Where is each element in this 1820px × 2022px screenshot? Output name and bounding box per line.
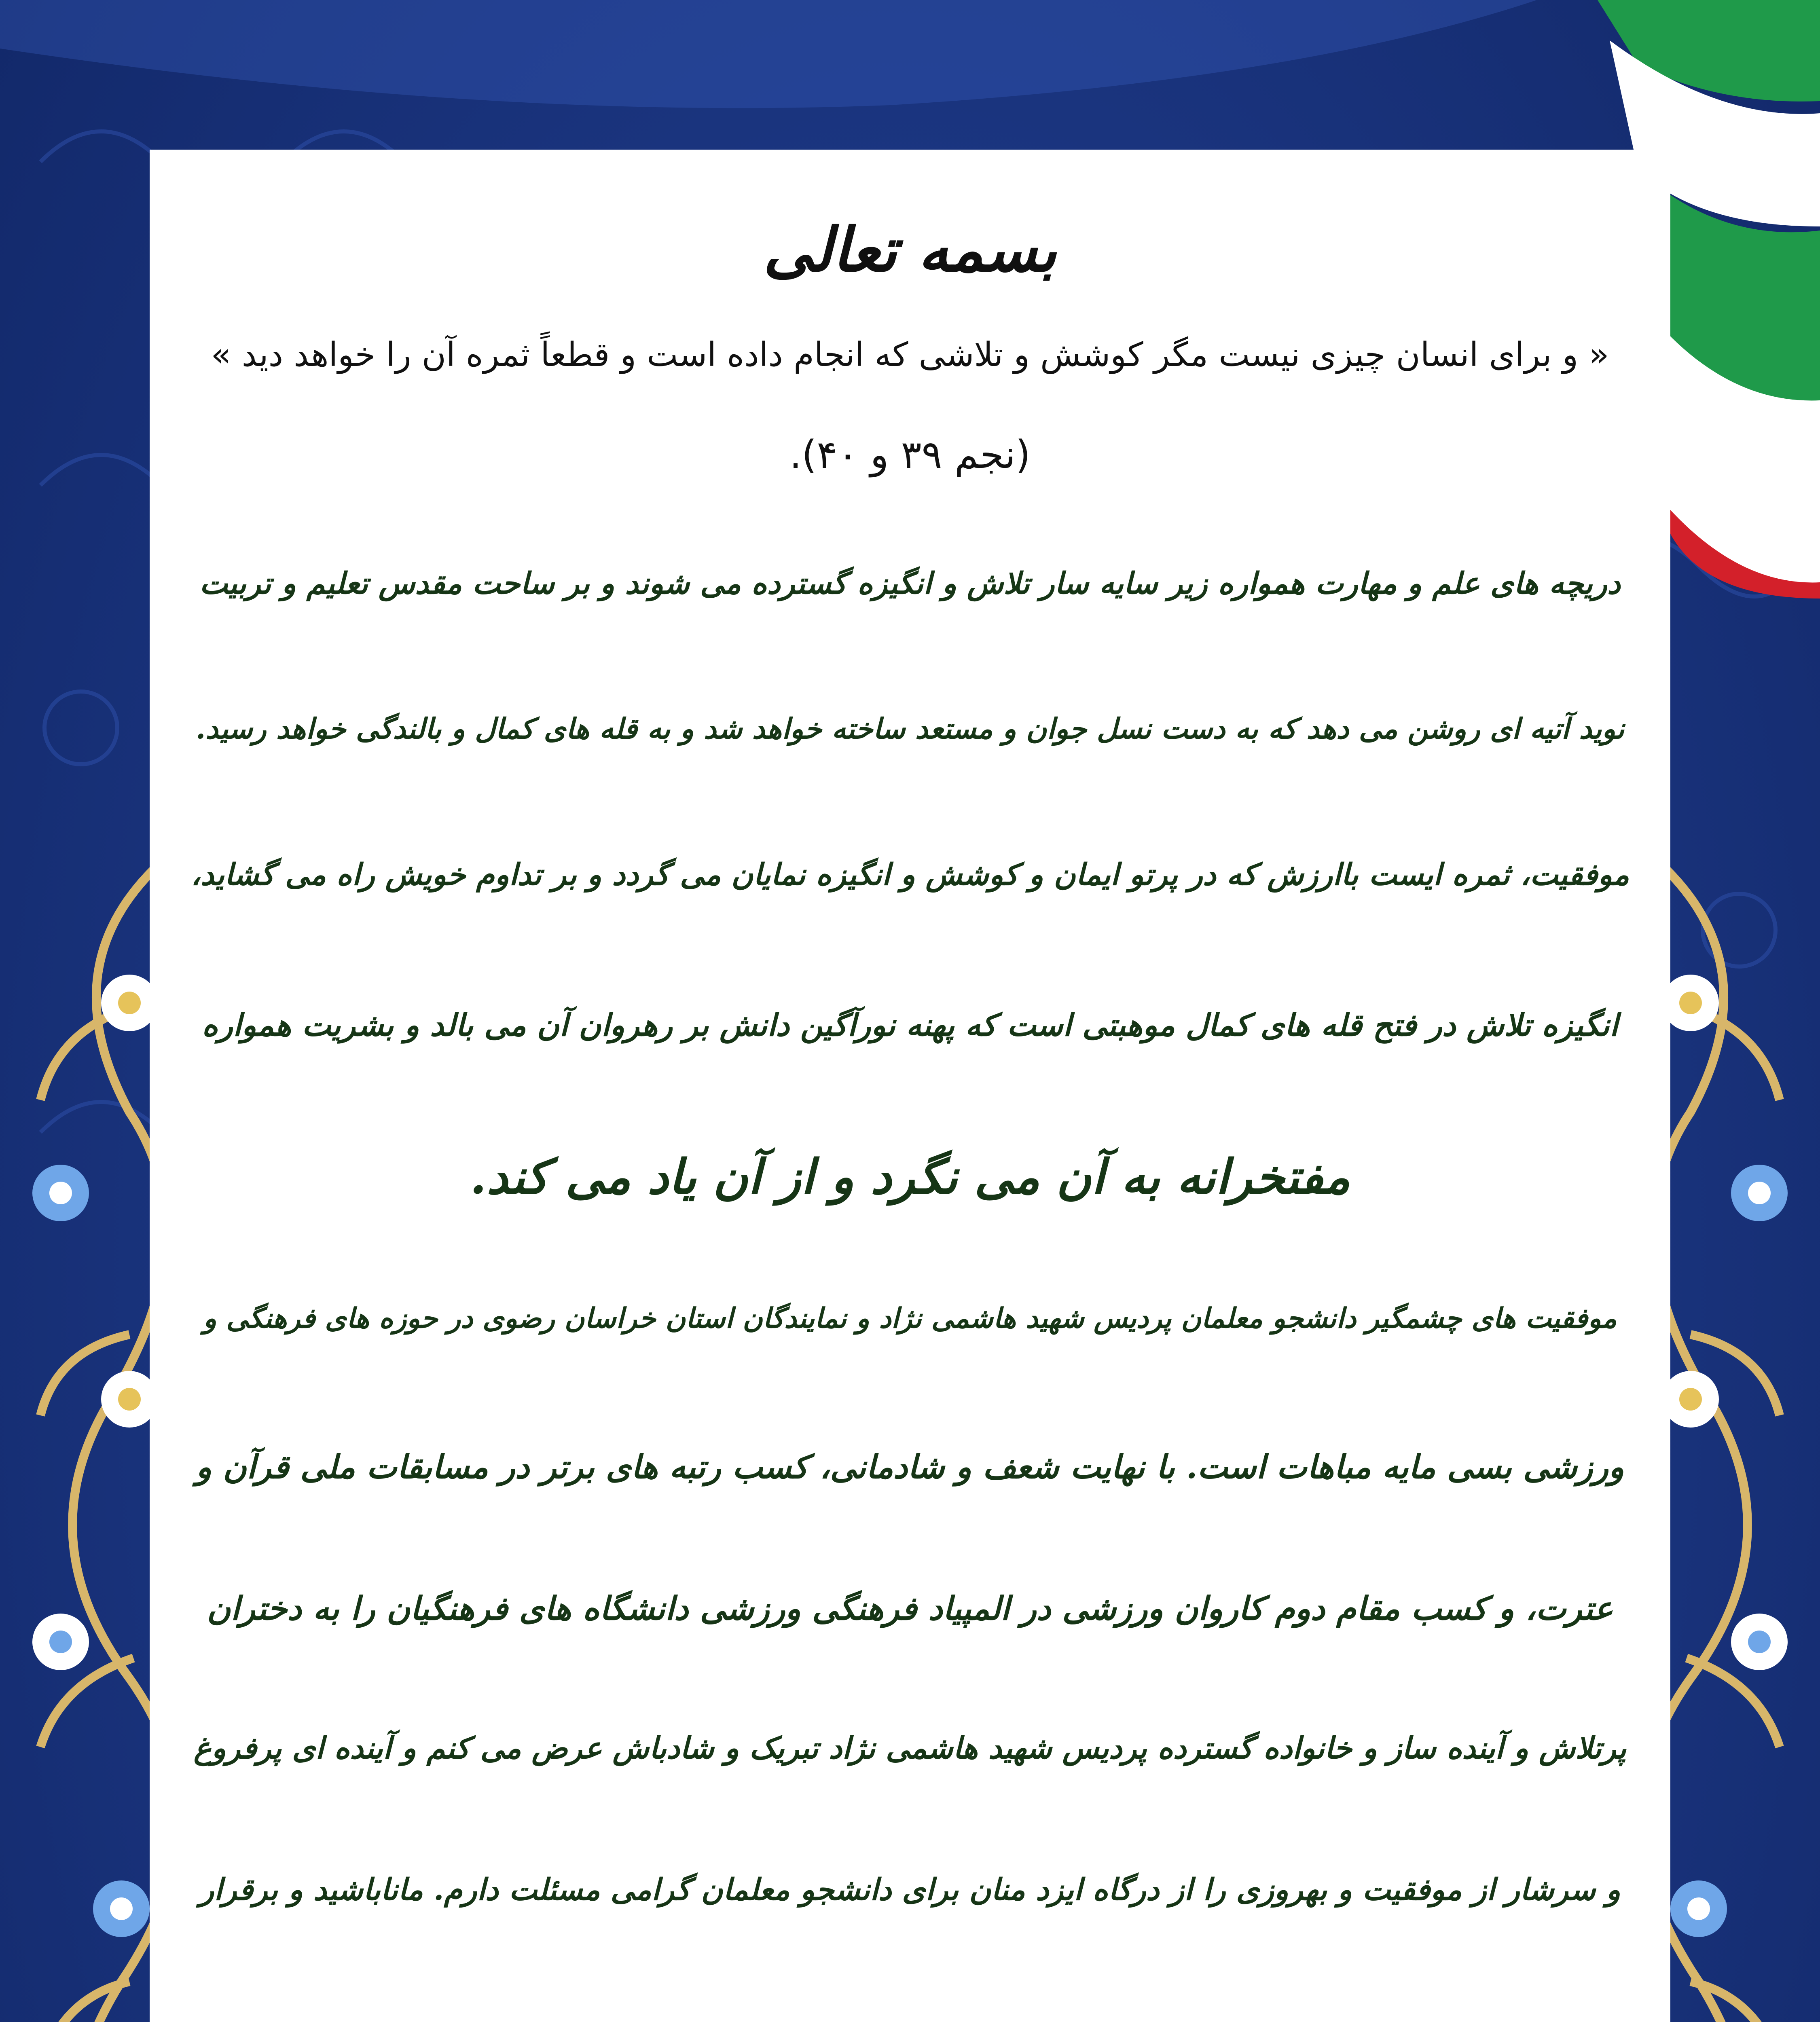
document-heading: بسمه تعالی xyxy=(763,214,1057,286)
paragraph1-line: مفتخرانه به آن می نگرد و از آن یاد می کند. xyxy=(470,1148,1350,1205)
paragraph2-line: موفقیت های چشمگیر دانشجو معلمان پردیس شهید هاشمی نژاد و نمایندگان استان خراسان رضوی در حوزه های فرهنگی و xyxy=(203,1302,1617,1335)
verse-reference: (نجم ۳۹ و ۴۰). xyxy=(789,433,1031,477)
quran-verse: « و برای انسان چیزی نیست مگر کوشش و تلاشی که انجام داده است و قطعاً ثمره آن را خواهد دید » xyxy=(211,336,1609,374)
paragraph2-line: و سرشار از موفقیت و بهروزی را از درگاه ایزد منان برای دانشجو معلمان گرامی مسئلت دارم. ماناباشید و برقرار xyxy=(199,1872,1621,1907)
paragraph1-line: انگیزه تلاش در فتح قله های کمال موهبتی است که پهنه نورآگین دانش بر رهروان آن می بالد و بشریت همواره xyxy=(202,1007,1618,1043)
paragraph2-line: پرتلاش و آینده ساز و خانواده گسترده پردیس شهید هاشمی نژاد تبریک و شادباش عرض می کنم و آینده ای پرفروغ xyxy=(193,1731,1627,1766)
paragraph2-line: عترت، و کسب مقام دوم کاروان ورزشی در المپیاد فرهنگی ورزشی دانشگاه های فرهنگیان را به دختران xyxy=(207,1589,1613,1627)
paragraph2-line: ورزشی بسی مایه مباهات است. با نهایت شعف و شادمانی، کسب رتبه های برتر در مسابقات ملی قرآن و xyxy=(196,1448,1624,1486)
paragraph1-line: نوید آتیه ای روشن می دهد که به دست نسل جوان و مستعد ساخته خواهد شد و به قله های کمال و بالندگی خواهد رسید. xyxy=(195,712,1625,745)
paragraph1-line: موفقیت، ثمره ایست باارزش که در پرتو ایمان و کوشش و انگیزه نمایان می گردد و بر تداوم خویش راه می گشاید، xyxy=(190,857,1630,892)
paragraph1-line: دریچه های علم و مهارت همواره زیر سایه سار تلاش و انگیزه گسترده می شوند و بر ساحت مقدس تعلیم و تربیت xyxy=(199,566,1621,601)
